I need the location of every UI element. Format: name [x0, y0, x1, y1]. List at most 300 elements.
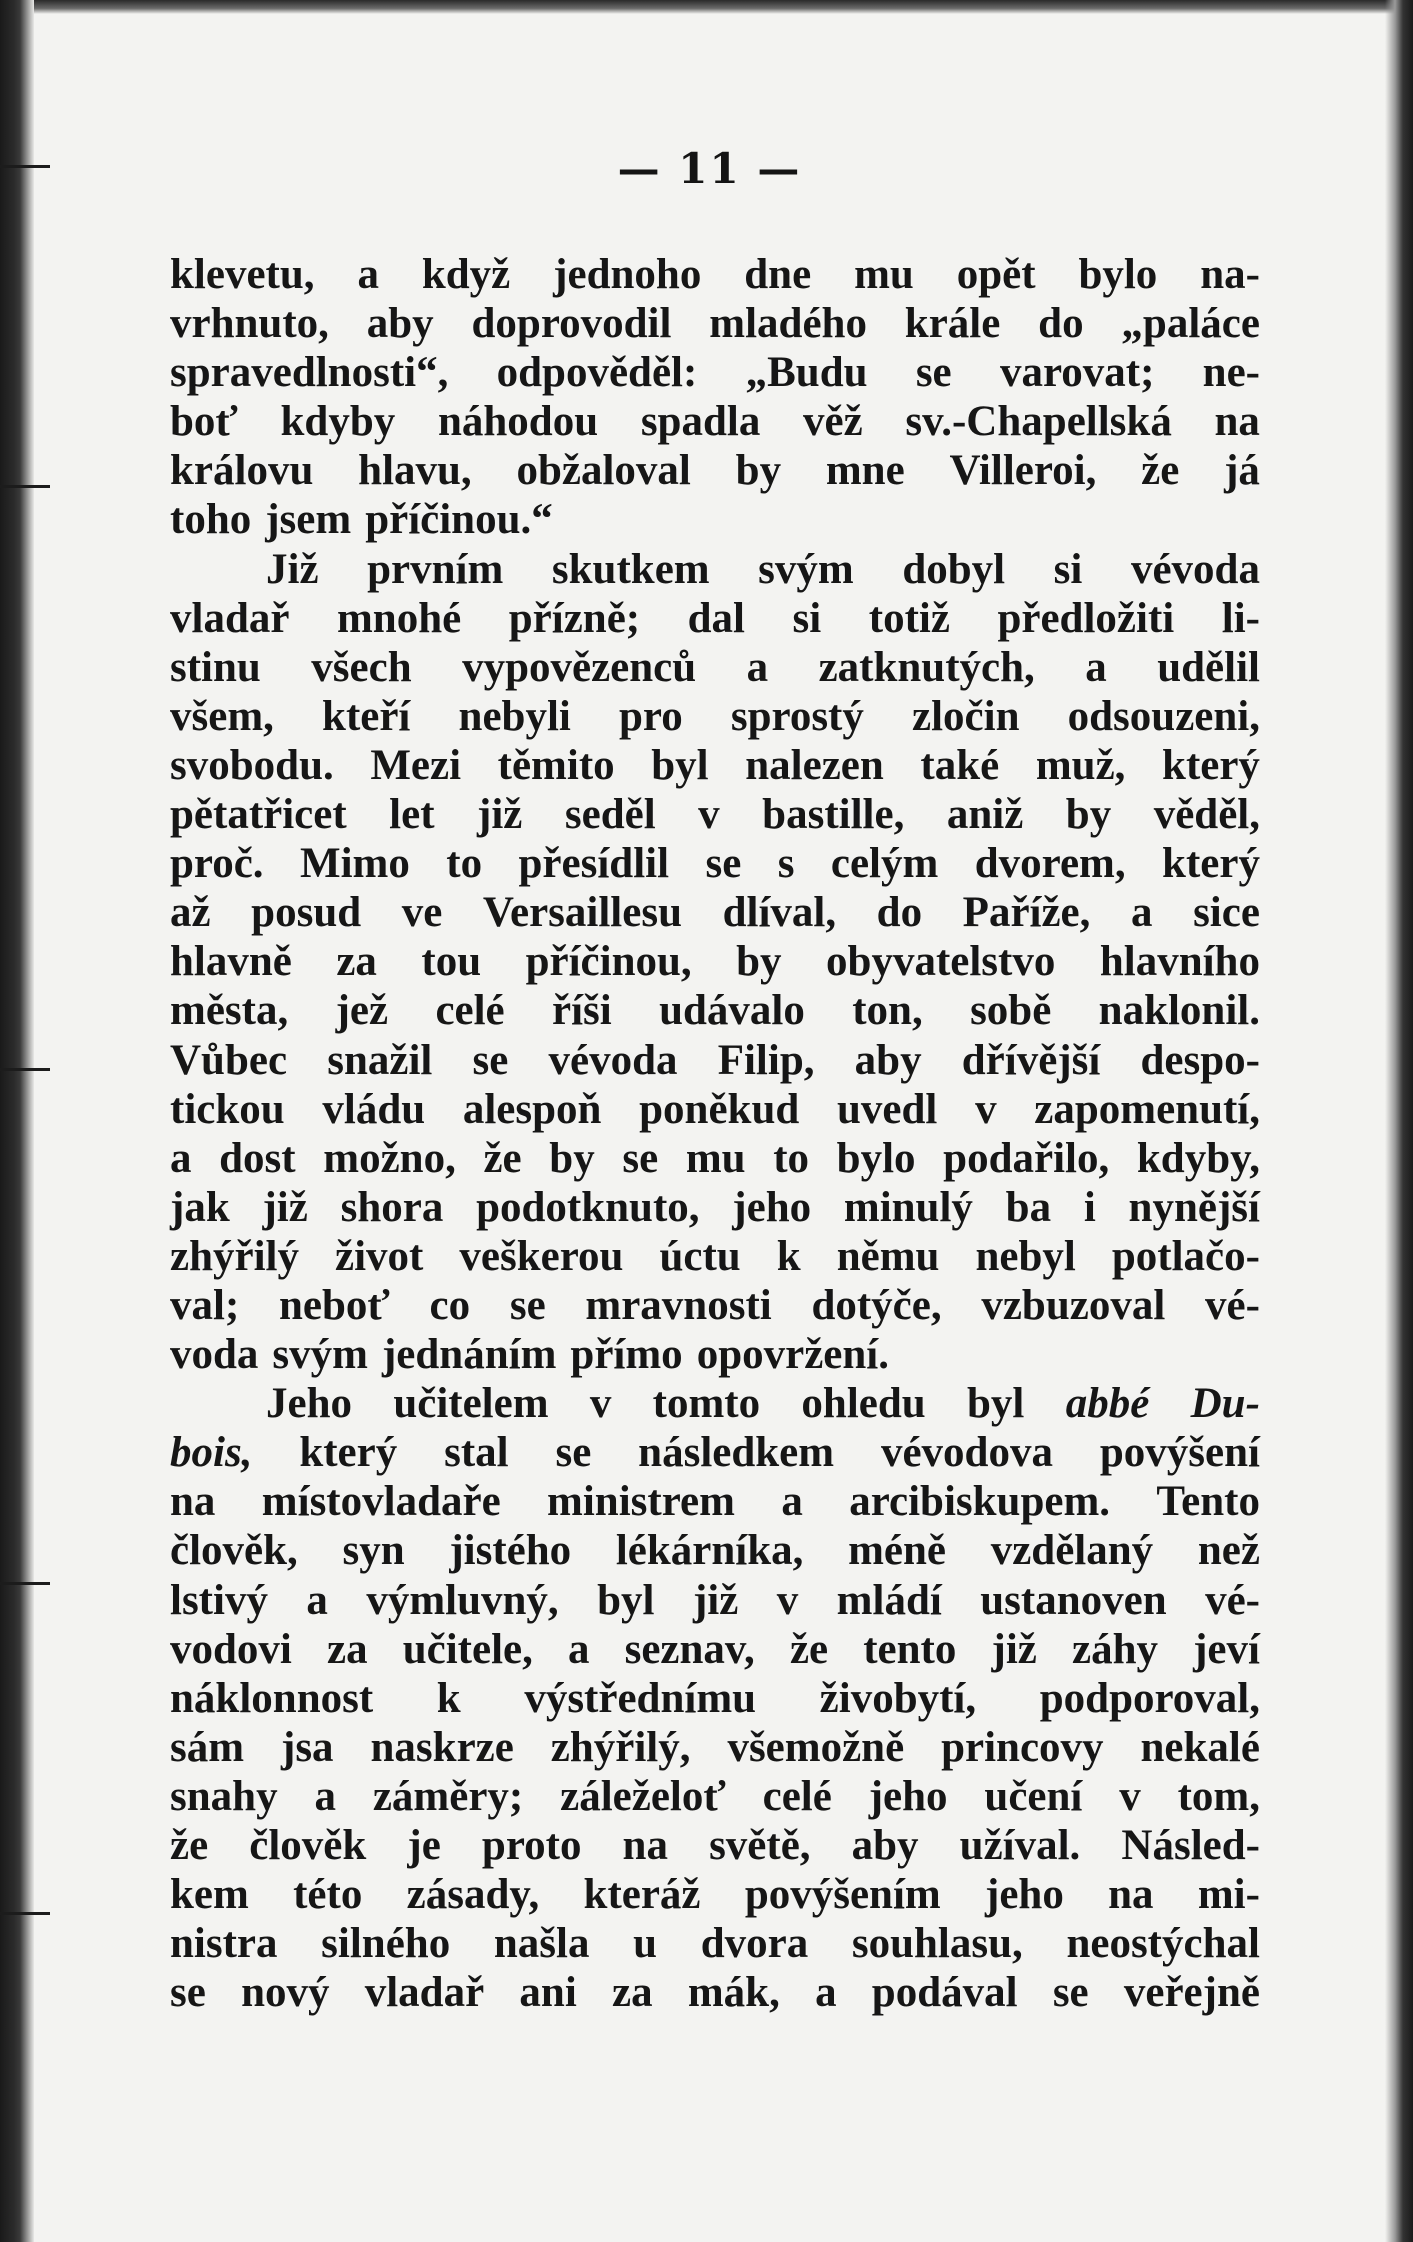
word: našla [493, 1920, 590, 1968]
word: zhýřilý [170, 1232, 299, 1280]
word: sv.-Chapellská [905, 398, 1172, 446]
word: Tento [1156, 1478, 1260, 1526]
word: Filip, [717, 1036, 815, 1084]
word: boť [170, 398, 238, 446]
word: toho [170, 496, 252, 544]
word: mládí [836, 1576, 942, 1624]
text-line [170, 1183, 1260, 1232]
word: byl [651, 741, 709, 789]
word: kteří [322, 692, 411, 740]
word: li- [1221, 594, 1260, 642]
word: to [446, 840, 483, 888]
word: posud [251, 889, 362, 937]
word: a [781, 1478, 803, 1526]
word: i [1083, 1183, 1096, 1231]
word: člověk, [170, 1527, 298, 1575]
word: se [915, 349, 952, 397]
word: aby [366, 300, 434, 348]
word: pro [618, 692, 683, 740]
word: odpověděl: [496, 349, 698, 397]
word: již [477, 791, 523, 839]
word: tou [421, 938, 482, 986]
word: tom, [1177, 1772, 1260, 1820]
word: v [1119, 1772, 1141, 1820]
word: na [1108, 1871, 1154, 1919]
word: hlavního [1099, 938, 1260, 986]
word: zásady, [406, 1871, 540, 1919]
word: seznav, [624, 1625, 755, 1673]
word: svým [272, 1331, 368, 1379]
word: na [622, 1822, 668, 1869]
word: jednoho [553, 251, 702, 298]
word: let [389, 791, 435, 839]
word: ani [519, 1969, 577, 2017]
text-line [170, 299, 1260, 348]
word: jak [170, 1183, 230, 1231]
word: je [407, 1822, 441, 1869]
word: ohledu [801, 1380, 926, 1428]
word: minulý [843, 1183, 973, 1231]
text-line [170, 545, 1260, 594]
word: bois, [170, 1429, 253, 1477]
text-line [170, 397, 1260, 446]
word: by [736, 938, 782, 986]
text-line [170, 1330, 1260, 1379]
word: spravedlnosti“, [170, 349, 449, 397]
word: těmito [497, 741, 615, 789]
word: svým [758, 545, 854, 593]
word: náklonnost [170, 1674, 374, 1722]
text-line [170, 348, 1260, 397]
word: se [555, 1429, 592, 1477]
word: příčinou.“ [365, 496, 553, 544]
word: již [262, 1183, 308, 1231]
word: mnohé [336, 594, 462, 642]
word: přímo [570, 1331, 683, 1379]
word: u [633, 1920, 658, 1968]
word: alespoň [462, 1085, 602, 1133]
word: věž [803, 398, 863, 446]
word: vodovi [170, 1625, 292, 1673]
book-page [34, 14, 1385, 2242]
word: si [1053, 545, 1083, 593]
word: dlíval, [722, 889, 837, 937]
word: ve [401, 889, 443, 937]
word: veškerou [459, 1232, 624, 1280]
word: užíval. [959, 1822, 1081, 1869]
word: ministrem [547, 1478, 735, 1526]
page-number: — 11 — [617, 144, 802, 193]
text-line [170, 1281, 1260, 1330]
word: sice [1193, 889, 1260, 937]
word: jeho [868, 1772, 948, 1820]
word: mne [825, 447, 905, 495]
word: bylo [1078, 251, 1158, 298]
word: ba [1005, 1183, 1052, 1231]
word: despo- [1140, 1036, 1260, 1084]
word: ton, [852, 987, 923, 1035]
word: úctu [659, 1232, 741, 1280]
word: již [991, 1625, 1037, 1673]
word: jeví [1193, 1625, 1260, 1673]
text-line [170, 1036, 1260, 1085]
word: varovat; [999, 349, 1155, 397]
word: za [612, 1969, 653, 2017]
word: vladař [364, 1969, 485, 2017]
word: dotýče, [811, 1281, 942, 1329]
word: záhy [1071, 1625, 1158, 1673]
word: kem [170, 1871, 249, 1919]
word: věděl, [1153, 791, 1260, 839]
text-line [170, 741, 1260, 790]
word: snahy [170, 1772, 278, 1820]
word: královu [170, 447, 314, 495]
word: mladého [709, 300, 867, 348]
word: za [327, 1625, 368, 1673]
word: Mimo [299, 840, 410, 888]
word: do [1038, 300, 1084, 348]
text-line [170, 1477, 1260, 1526]
word: vzbuzoval [981, 1281, 1166, 1329]
word: a [1130, 889, 1153, 937]
word: méně [848, 1527, 946, 1575]
text-line [170, 888, 1260, 937]
text-line [170, 692, 1260, 741]
word: a [1085, 643, 1107, 691]
word: syn [342, 1527, 405, 1575]
word: a [815, 1969, 837, 2017]
word: udávalo [659, 987, 805, 1035]
text-line [170, 1772, 1260, 1821]
word: učitelem [393, 1380, 549, 1428]
word: jeho [732, 1183, 812, 1231]
word: vypovězenců [462, 643, 697, 691]
word: mu [685, 1134, 746, 1182]
word: vé- [1205, 1576, 1260, 1624]
word: by [1065, 791, 1112, 839]
word: a [314, 1772, 336, 1820]
word: této [293, 1871, 363, 1919]
word: dne [744, 251, 812, 298]
text-line [170, 1134, 1260, 1183]
word: který [1162, 741, 1260, 789]
word: neostýchal [1066, 1920, 1260, 1968]
word: obžaloval [516, 447, 691, 495]
word: pětatřicet [170, 791, 347, 839]
text-line [170, 446, 1260, 495]
word: prvním [367, 545, 504, 593]
word: naskrze [370, 1723, 514, 1771]
word: aby [851, 1822, 919, 1869]
word: všech [311, 643, 412, 691]
word: který [299, 1429, 398, 1477]
word: opovržení. [696, 1331, 889, 1379]
word: podával [871, 1969, 1018, 2017]
word: nový [241, 1969, 330, 2017]
text-line [170, 1968, 1260, 2017]
text-line [170, 839, 1260, 888]
word: nebyli [458, 692, 571, 740]
word: sobě [970, 987, 1052, 1035]
text-line [170, 1526, 1260, 1575]
word: nalezen [745, 741, 884, 789]
text-line [170, 1428, 1260, 1477]
word: si [792, 594, 822, 642]
word: tento [863, 1625, 957, 1673]
text-line [170, 986, 1260, 1035]
word: nekalé [1140, 1723, 1260, 1771]
word: proto [481, 1822, 582, 1869]
word: arcibiskupem. [849, 1478, 1111, 1526]
word: život [335, 1232, 424, 1280]
word: nistra [170, 1920, 278, 1968]
word: jednáním [381, 1331, 557, 1379]
word: již [692, 1576, 739, 1624]
word: do [876, 889, 923, 937]
word: klevetu, [170, 251, 315, 298]
word: svobodu. [170, 741, 334, 789]
word: následkem [638, 1429, 835, 1477]
word: světě, [709, 1822, 811, 1869]
word: spadla [640, 398, 761, 446]
text-line [170, 1919, 1260, 1968]
word: jsem [265, 496, 352, 544]
word: a [567, 1625, 590, 1673]
word: když [421, 251, 511, 298]
word: Du- [1190, 1380, 1260, 1428]
word: já [1224, 447, 1260, 495]
word: vladař [170, 594, 290, 642]
scan-edge-top [0, 0, 1413, 14]
word: sprostý [730, 692, 864, 740]
text-line [170, 1870, 1260, 1919]
word: mák, [687, 1969, 780, 2017]
word: také [920, 741, 1000, 789]
text-line [170, 1085, 1260, 1134]
text-line [170, 790, 1260, 839]
word: shora [340, 1183, 444, 1231]
word: učení [984, 1772, 1083, 1820]
text-line [170, 1232, 1260, 1281]
word: seděl [564, 791, 656, 839]
word: Již [266, 545, 319, 593]
word: se [170, 1969, 206, 2017]
word: říši [552, 987, 612, 1035]
word: se [1052, 1969, 1089, 2017]
text-line [170, 495, 1260, 544]
word: předložiti [997, 594, 1175, 642]
word: lékárníka, [615, 1527, 804, 1575]
word: poněkud [639, 1085, 800, 1133]
word: Paříže, [962, 889, 1091, 937]
word: totiž [868, 594, 950, 642]
word: val; [170, 1281, 240, 1329]
word: stinu [170, 643, 261, 691]
word: v [975, 1085, 997, 1133]
word: tomto [652, 1380, 761, 1428]
word: nynější [1128, 1183, 1260, 1231]
word: s [777, 840, 795, 888]
word: „Budu [745, 349, 868, 397]
word: zapomenutí, [1034, 1085, 1260, 1133]
word: všemožně [727, 1723, 905, 1771]
word: neboť [279, 1281, 390, 1329]
word: vé- [1205, 1281, 1260, 1329]
word: že [170, 1822, 209, 1869]
word: lstivý [170, 1576, 268, 1624]
word: němu [836, 1232, 940, 1280]
word: přesídlil [518, 840, 670, 888]
word: krále [904, 300, 1001, 348]
word: nebyl [975, 1232, 1076, 1280]
word: vévodova [880, 1429, 1053, 1477]
word: kdyby, [1136, 1134, 1260, 1182]
word: veřejně [1123, 1969, 1260, 2017]
word: skutkem [551, 545, 710, 593]
word: že [483, 1134, 522, 1182]
word: člověk [249, 1822, 367, 1869]
word: až [170, 889, 211, 937]
text-line [170, 1379, 1260, 1428]
word: příčinou, [525, 938, 692, 986]
word: bylo [836, 1134, 916, 1182]
word: zhýřilý, [550, 1723, 691, 1771]
word: že [1141, 447, 1180, 495]
word: se [509, 1281, 546, 1329]
word: a [357, 251, 379, 298]
word: snažil [327, 1036, 433, 1084]
word: mi- [1197, 1871, 1260, 1919]
word: který [1162, 840, 1260, 888]
word: jež [335, 987, 389, 1035]
word: a [170, 1134, 192, 1182]
word: vrhnuto, [170, 300, 329, 348]
word: jistého [449, 1527, 572, 1575]
word: města, [170, 987, 289, 1035]
word: Násled- [1121, 1822, 1260, 1869]
word: podařilo, [943, 1134, 1110, 1182]
word: možno, [323, 1134, 456, 1182]
word: co [429, 1281, 471, 1329]
text-line [170, 643, 1260, 692]
word: než [1197, 1527, 1260, 1575]
word: jeho [985, 1871, 1064, 1919]
word: tickou [170, 1085, 285, 1133]
word: celé [435, 987, 505, 1035]
word: dobyl [902, 545, 1006, 593]
text-line [170, 1821, 1260, 1870]
word: to [773, 1134, 810, 1182]
word: Versaillesu [482, 889, 682, 937]
word: živobytí, [819, 1674, 977, 1722]
word: mravnosti [585, 1281, 772, 1329]
word: byl [597, 1576, 655, 1624]
word: učitele, [402, 1625, 533, 1673]
word: hlavu, [358, 447, 472, 495]
word: abbé [1065, 1380, 1150, 1428]
word: vévoda [1130, 545, 1260, 593]
word: potlačo- [1111, 1232, 1260, 1280]
word: muž, [1035, 741, 1126, 789]
word: výstřednímu [524, 1674, 757, 1722]
word: by [549, 1134, 595, 1182]
word: na [170, 1478, 216, 1526]
word: záleželoť [560, 1772, 726, 1820]
word: se [472, 1036, 509, 1084]
word: a [306, 1576, 328, 1624]
text-line [170, 1723, 1260, 1772]
word: že [789, 1625, 829, 1673]
word: bastille, [762, 791, 905, 839]
word: Jeho [266, 1380, 352, 1428]
text-line [170, 1576, 1260, 1625]
text-line [170, 250, 1260, 299]
word: mu [854, 251, 914, 298]
word: náhodou [437, 398, 599, 446]
word: ne- [1202, 349, 1260, 397]
word: silného [321, 1920, 451, 1968]
word: doprovodil [471, 300, 672, 348]
word: přízně; [508, 594, 641, 642]
word: odsouzeni, [1067, 692, 1260, 740]
word: celé [762, 1772, 832, 1820]
word: místovladaře [261, 1478, 501, 1526]
text-line [170, 1625, 1260, 1674]
body-text [170, 250, 1260, 2017]
word: ustanoven [980, 1576, 1167, 1624]
word: za [336, 938, 377, 986]
word: „paláce [1121, 300, 1260, 348]
word: uvedl [837, 1085, 938, 1133]
word: všem, [170, 692, 274, 740]
word: podporoval, [1039, 1674, 1260, 1722]
text-line [170, 594, 1260, 643]
word: povýšení [1099, 1429, 1260, 1477]
word: kdyby [280, 398, 396, 446]
word: dvora [700, 1920, 809, 1968]
word: v [589, 1380, 612, 1428]
word: obyvatelstvo [826, 938, 1056, 986]
word: jsa [281, 1723, 334, 1771]
text-line [170, 937, 1260, 986]
word: k [776, 1232, 801, 1280]
word: záměry; [372, 1772, 524, 1820]
scan-edge-left [0, 0, 34, 2242]
word: k [436, 1674, 461, 1722]
word: na [1214, 398, 1260, 446]
word: na- [1200, 251, 1260, 298]
word: Vůbec [170, 1036, 288, 1084]
word: dost [219, 1134, 296, 1182]
word: zločin [912, 692, 1020, 740]
word: dal [687, 594, 746, 642]
word: aby [854, 1036, 922, 1084]
word: v [776, 1576, 799, 1624]
word: se [622, 1134, 659, 1182]
word: byl [967, 1380, 1025, 1428]
word: stal [444, 1429, 509, 1477]
word: v [698, 791, 720, 839]
word: Villeroi, [949, 447, 1097, 495]
text-line [170, 1674, 1260, 1723]
word: sám [170, 1723, 245, 1771]
word: voda [170, 1331, 259, 1379]
word: by [735, 447, 782, 495]
word: podotknuto, [476, 1183, 700, 1231]
word: vzdělaný [990, 1527, 1154, 1575]
word: Mezi [370, 741, 462, 789]
word: aniž [946, 791, 1024, 839]
